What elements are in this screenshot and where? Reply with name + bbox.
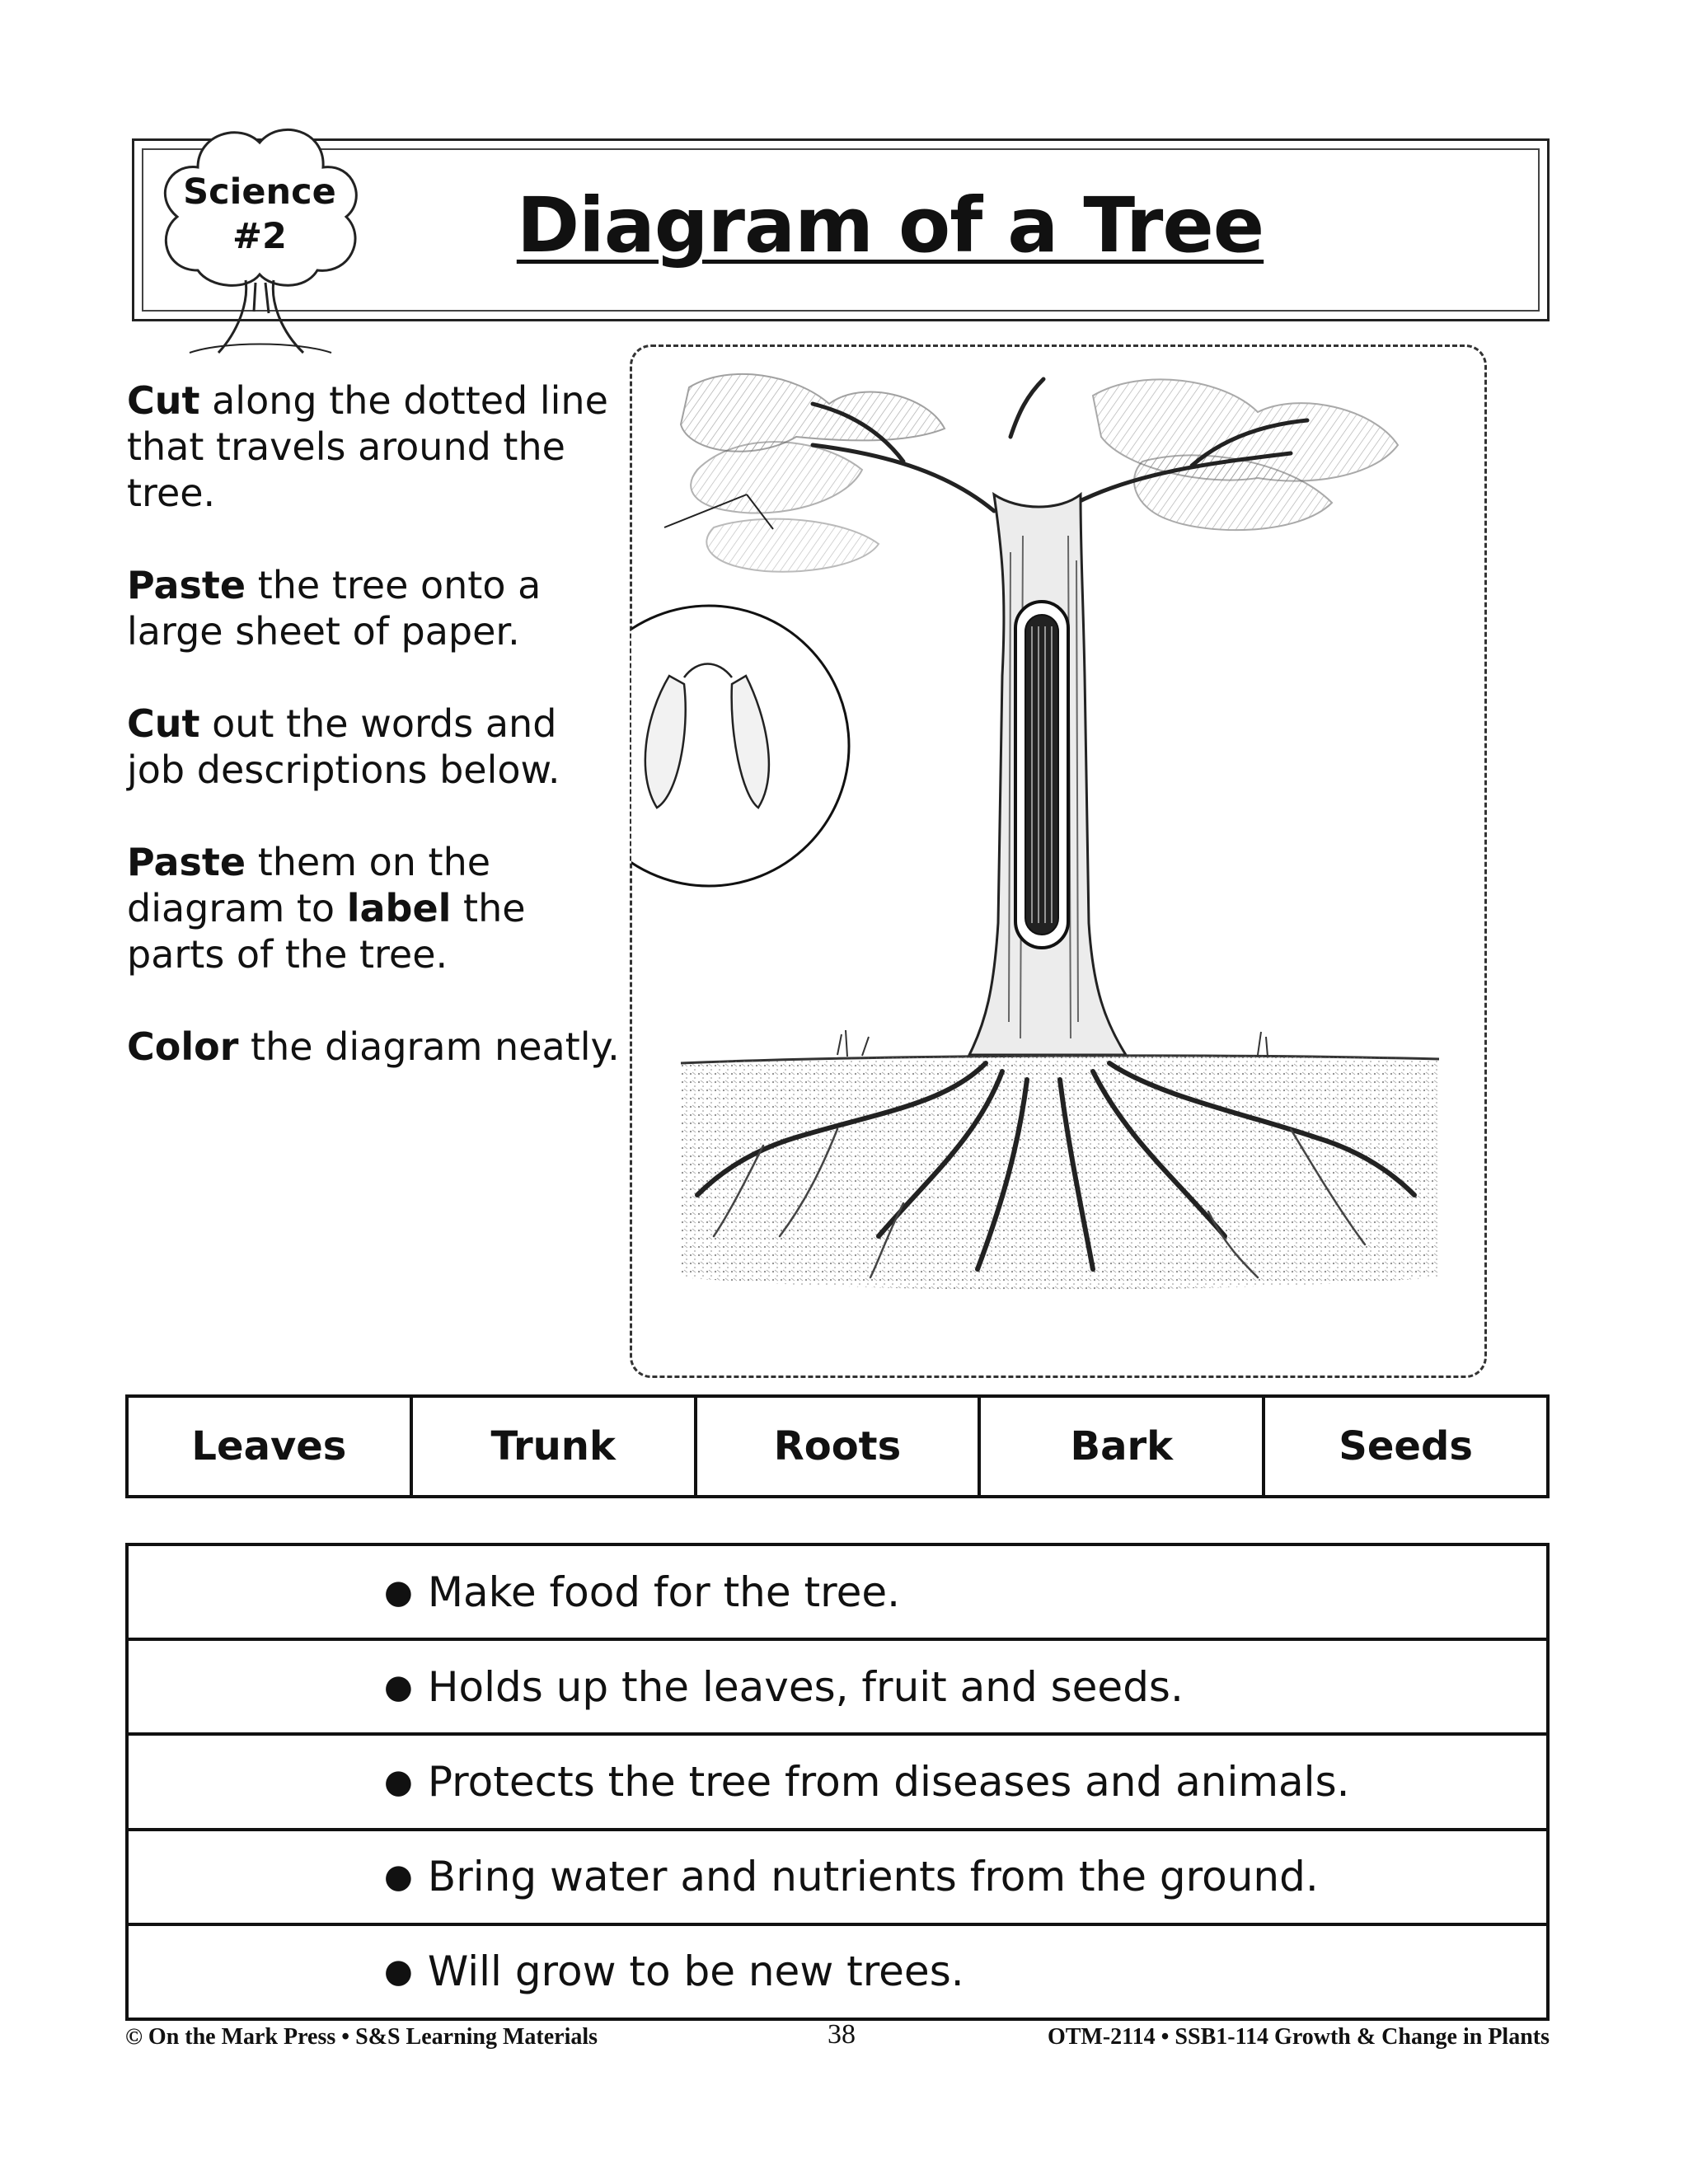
job-text: Protects the tree from diseases and animals. [427, 1758, 1350, 1806]
job-row [129, 1926, 1546, 2018]
job-row [129, 1831, 1546, 1926]
page-footer [125, 2019, 1550, 2057]
instruction-item: Cut out the words and job descriptions below. [127, 701, 560, 792]
bullet-icon: ● [384, 1763, 413, 1801]
label-bark: Bark [981, 1398, 1265, 1495]
instruction-item: Color the diagram neatly. [127, 1024, 620, 1069]
page-title: Diagram of a Tree [516, 181, 1264, 269]
bullet-icon: ● [384, 1858, 413, 1896]
bullet-icon: ● [384, 1667, 413, 1706]
bullet-icon: ● [384, 1952, 413, 1991]
label-roots: Roots [697, 1398, 982, 1495]
label-seeds: Seeds [1339, 1423, 1473, 1469]
job-text: Bring water and nutrients from the ground. [427, 1853, 1319, 1901]
footer-product-code: OTM-2114 • SSB1-114 Growth & Change in Plants [1047, 2024, 1550, 2050]
label-trunk: Trunk [413, 1398, 697, 1495]
instruction-item: Paste the tree onto a large sheet of paper. [127, 563, 542, 654]
instructions-list [127, 377, 621, 1116]
job-row [129, 1546, 1546, 1641]
label-leaves: Leaves [129, 1398, 413, 1495]
footer-publisher: © On the Mark Press • S&S Learning Materials [125, 2024, 598, 2050]
word-labels-table [125, 1394, 1550, 1498]
instruction-item: Paste them on the diagram to label the parts of the tree. [127, 840, 526, 977]
job-row [129, 1736, 1546, 1830]
job-descriptions-table [125, 1543, 1550, 2021]
badge-line-number: #2 [232, 216, 287, 257]
bullet-icon: ● [384, 1572, 413, 1611]
science-badge-text [161, 170, 359, 259]
tree-illustration [631, 346, 1485, 1376]
job-text: Will grow to be new trees. [427, 1947, 964, 1996]
job-text: Make food for the tree. [427, 1568, 901, 1616]
page-number: 38 [828, 2019, 856, 2050]
instruction-item: Cut along the dotted line that travels around the tree. [127, 378, 608, 515]
job-text: Holds up the leaves, fruit and seeds. [427, 1662, 1184, 1711]
job-row [129, 1641, 1546, 1736]
badge-line-subject: Science [183, 171, 336, 213]
